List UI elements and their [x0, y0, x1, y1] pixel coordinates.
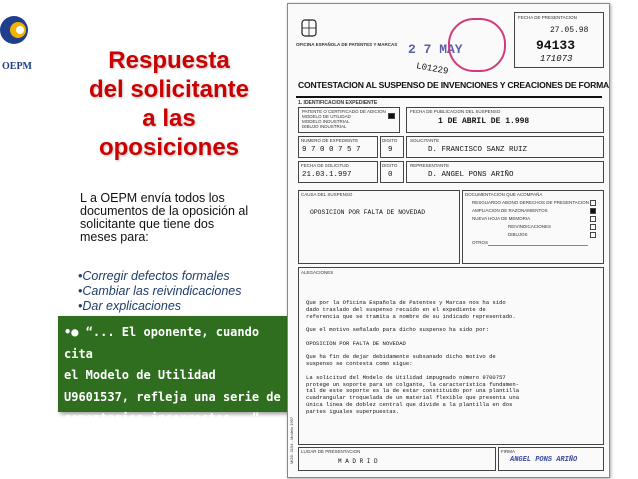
date-stamp: 2 7 MAY [408, 42, 463, 57]
oepm-logo-icon [0, 0, 32, 62]
oepm-logo-text [2, 58, 32, 72]
slide-title [60, 46, 278, 162]
alegaciones-label: ALEGACIONES [301, 270, 334, 275]
fecha-solicitud-label: FECHA DE SOLICITUD [301, 163, 349, 168]
title-line-2: del solicitante [88, 76, 250, 103]
doc-checkbox [590, 200, 596, 206]
title-line-4: oposiciones [98, 134, 240, 161]
registry-stamp [448, 18, 506, 72]
intro-line: documentos de la oposición al [80, 204, 249, 218]
body-line: suspenso se contesta como sigue: [306, 360, 413, 368]
causa-value: OPOSICION POR FALTA DE NOVEDAD [310, 209, 426, 216]
body-line: partes iguales superpuestas. [306, 407, 400, 415]
crest-icon [298, 18, 320, 40]
body-line: cuadrangular troquelada de un material flexible que presenta una [306, 394, 520, 402]
quote-text [64, 322, 290, 430]
body-line: única línea de doblez central que divide a la plantilla en dos [306, 400, 513, 408]
intro-line: L a OEPM envía todos los [80, 191, 225, 205]
expediente-number: 9 7 0 0 7 5 7 [302, 146, 361, 154]
representante-label: REPRESENTANTE [410, 163, 450, 168]
body-line: OPOSICION POR FALTA DE NOVEDAD [306, 339, 406, 347]
side-code: MOD. 3154 - Modelo 1997 [289, 416, 294, 464]
expediente-label: NUMERO DE EXPEDIENTE [301, 138, 359, 143]
quote-line: el Modelo de Utilidad [64, 368, 216, 382]
title-line-1: Respuesta [108, 47, 230, 74]
lugar-label: LUGAR DE PRESENTACION [301, 449, 361, 454]
modality-item: MODELO DE UTILIDAD [302, 114, 351, 119]
body-line: Que ha fin de dejar debidamente subsanado dicho motivo de [306, 353, 496, 361]
modality-item: PATENTE O CERTIFICADO DE ADICION [302, 109, 386, 114]
digito-label: DIGITO [382, 138, 398, 143]
bullet-item: •Cambiar las reivindicaciones [78, 284, 242, 298]
quote-line: U9601537, refleja una serie de [64, 389, 281, 404]
section-1-label: 1. IDENTIFICACION EXPEDIENTE [298, 100, 378, 106]
modality-checkbox [388, 113, 395, 119]
modality-item: DIBUJO INDUSTRIAL [302, 124, 347, 129]
doc-checkbox [590, 208, 596, 214]
quote-line: •● “... El oponente, cuando cita [64, 325, 260, 361]
scanned-document [287, 3, 610, 478]
lugar-value: M A D R I D [338, 458, 378, 465]
doc-item: OTROS [472, 240, 489, 245]
firma-signature: ANGEL PONS ARIÑO [510, 456, 578, 464]
fecha-solicitud-value: 21.03.1.997 [302, 171, 352, 179]
body-line: La solicitud del Modelo de Utilidad impugnado número 9700757 [306, 373, 506, 381]
digito2-value: 0 [388, 171, 393, 179]
digito-value: 9 [388, 146, 393, 154]
publication-label: FECHA DE PUBLICACION DEL SUSPENSO [410, 109, 501, 114]
doc-checkbox [590, 232, 596, 238]
intro-line: solicitante que tiene dos [80, 217, 215, 231]
title-rule [296, 96, 602, 98]
body-line: protege un soporte para un colgante, la característica fundamen- [306, 380, 520, 388]
bullet-list [78, 269, 293, 314]
fecha-presentacion-label: FECHA DE PRESENTACION [518, 15, 577, 20]
quote-box [58, 316, 290, 425]
causa-label: CAUSA DEL SUSPENSO [301, 192, 353, 197]
doc-item: DIBUJOS [508, 232, 528, 237]
doc-header-org: OFICINA ESPAÑOLA DE PATENTES Y MARCAS [296, 42, 398, 47]
fecha-presentacion-value: 27.05.98 [550, 26, 589, 35]
solicitante-value: D. FRANCISCO SANZ RUIZ [428, 146, 528, 154]
otros-line [488, 245, 588, 246]
publication-date: 1 DE ABRIL DE 1.998 [438, 117, 530, 126]
documentation-label: DOCUMENTACION QUE ACOMPAÑA [465, 192, 543, 197]
intro-text [80, 192, 280, 244]
doc-item: AMPLIACION DE RAZONAMIENTOS [472, 208, 548, 213]
bullet-item: •Dar explicaciones [78, 299, 182, 313]
body-line: Que el motivo señalado para dicho suspenso ha sido por: [306, 326, 490, 334]
ref-number-2: 171073 [540, 54, 573, 64]
intro-line: meses para: [80, 230, 149, 244]
quote-line: comentarios incorrectos...” [64, 411, 260, 425]
ref-number: 94133 [536, 38, 576, 53]
causa-box [298, 190, 460, 264]
doc-main-title: CONTESTACION AL SUSPENSO DE INVENCIONES Y CREACIONES DE FORMA [298, 80, 610, 90]
body-line: Que por la Oficina Española de Patentes y Marcas nos ha sido [306, 299, 506, 306]
bullet-item: •Corregir defectos formales [78, 269, 230, 283]
digito2-label: DIGITO [382, 163, 398, 168]
firma-label: FIRMA [501, 449, 515, 454]
modality-item: MODELO INDUSTRIAL [302, 119, 350, 124]
doc-checkbox [590, 224, 596, 230]
doc-item: NUEVA HOJA DE MEMORIA [472, 216, 531, 221]
body-line: referencia que se tramita a nombre de su indicado representado. [306, 312, 516, 320]
body-line: dado traslado del suspenso recaído en el expediente de [306, 305, 486, 313]
body-line: tal de este soporte es la de estar constituido por una plantilla [306, 387, 520, 395]
representante-value: D. ANGEL PONS ARIÑO [428, 171, 514, 179]
stamp-number: L01229 [415, 61, 450, 77]
title-line-3: a las [142, 105, 196, 132]
doc-checkbox [590, 216, 596, 222]
doc-item: RESGUARDO ABONO DERECHOS DE PRESENTACION [472, 200, 589, 205]
alegaciones-body [306, 300, 519, 416]
oepm-logo-label: OEPM [2, 61, 32, 72]
solicitante-label: SOLICITANTE [410, 138, 440, 143]
doc-item: REIVINDICACIONES [508, 224, 552, 229]
